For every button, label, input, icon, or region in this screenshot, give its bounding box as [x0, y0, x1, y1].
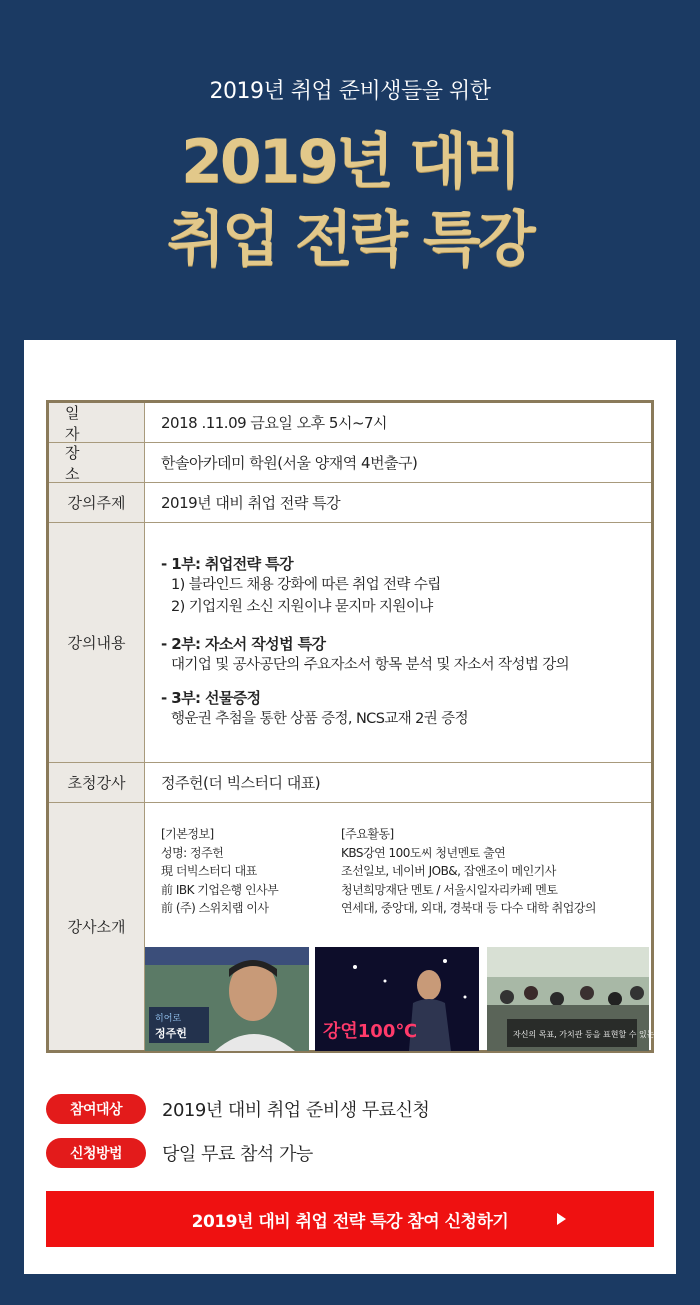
- content-part2-line1: 대기업 및 공사공단의 주요자소서 항목 분석 및 자소서 작성법 강의: [171, 657, 570, 673]
- hero-title-line1: 2019년 대비: [181, 127, 519, 197]
- content-part3-heading: - 3부: 선물증정: [161, 689, 261, 707]
- row-instructor: [49, 763, 651, 803]
- date-label: 일 자: [49, 403, 145, 442]
- bio-right-line: KBS강연 100도씨 청년멘토 출연: [341, 845, 506, 860]
- content-part3: [161, 687, 468, 730]
- lecture-hall-photo: [487, 947, 673, 1051]
- target-text: 2019년 대비 취업 준비생 무료신청: [162, 1100, 430, 1121]
- instructor-label: 초청강사: [49, 763, 145, 802]
- row-topic: [49, 483, 651, 523]
- hero-banner: [24, 24, 676, 340]
- apply-button-label: 2019년 대비 취업 전략 특강 참여 신청하기: [191, 1211, 509, 1232]
- method-badge: 신청방법: [46, 1138, 146, 1168]
- instructor-photo-stage: [315, 947, 479, 1051]
- content-part1-heading: - 1부: 취업전략 특강: [161, 555, 293, 573]
- place-value: 한솔아카데미 학원(서울 양재역 4번출구): [161, 454, 418, 472]
- content-part3-line1: 행운권 추첨을 통한 상품 증정, NCS교재 2권 증정: [171, 711, 468, 727]
- row-place: [49, 443, 651, 483]
- content-part1-line2: 2) 기업지원 소신 지원이냐 묻지마 지원이냐: [171, 599, 433, 615]
- bio-right-line: 연세대, 중앙대, 외대, 경북대 등 다수 대학 취업강의: [341, 901, 596, 915]
- event-info-table: [46, 400, 673, 1053]
- bio-basic-info: [161, 825, 278, 918]
- row-bio: [49, 803, 673, 1050]
- bio-left-line: [기본정보]: [161, 827, 214, 841]
- target-badge: 참여대상: [46, 1094, 146, 1124]
- content-panel: [24, 24, 676, 1274]
- photo3-caption: 자신의 목표, 가치관 등을 표현할 수 있는 경험: [513, 1030, 673, 1039]
- row-date: [49, 403, 651, 443]
- bio-left-line: 성명: 정주헌: [161, 845, 224, 860]
- bio-left-line: 前 (주) 스위치랩 이사: [161, 901, 269, 915]
- photo1-caption-name: 정주헌: [155, 1027, 187, 1040]
- content-part1-line1: 1) 블라인드 채용 강화에 따른 취업 전략 수립: [171, 577, 441, 593]
- instructor-photo-interview: [145, 947, 309, 1051]
- bio-left-line: 現 더빅스터디 대표: [161, 864, 257, 878]
- apply-button[interactable]: [46, 1191, 654, 1247]
- content-part1: [161, 553, 441, 618]
- hero-title-line2: 취업 전략 특강: [167, 205, 533, 275]
- play-triangle-icon: [557, 1213, 566, 1225]
- method-text: 당일 무료 참석 가능: [162, 1144, 313, 1165]
- bio-right-line: 청년희망재단 멘토 / 서울시일자리카페 멘토: [341, 882, 558, 897]
- bio-right-line: [주요활동]: [341, 827, 394, 841]
- instructor-value: 정주헌(더 빅스터디 대표): [161, 774, 321, 792]
- hero-subtitle: 2019년 취업 준비생들을 위한: [209, 79, 491, 104]
- date-value: 2018 .11.09 금요일 오후 5시~7시: [161, 414, 388, 432]
- photo1-caption-top: 히어로: [155, 1014, 182, 1024]
- bio-right-line: 조선일보, 네이버 JOB&, 잡앤조이 메인기사: [341, 864, 556, 878]
- photo2-caption: 강연100℃: [323, 1021, 418, 1042]
- bio-label: 강사소개: [49, 803, 145, 1050]
- topic-label: 강의주제: [49, 483, 145, 522]
- content-part2: [161, 633, 569, 676]
- bio-activities: [341, 825, 596, 918]
- content-label: 강의내용: [49, 523, 145, 762]
- row-content: [49, 523, 651, 763]
- bio-left-line: 前 IBK 기업은행 인사부: [161, 882, 279, 897]
- content-part2-heading: - 2부: 자소서 작성법 특강: [161, 635, 326, 653]
- place-label: 장 소: [49, 443, 145, 482]
- topic-value: 2019년 대비 취업 전략 특강: [161, 494, 341, 512]
